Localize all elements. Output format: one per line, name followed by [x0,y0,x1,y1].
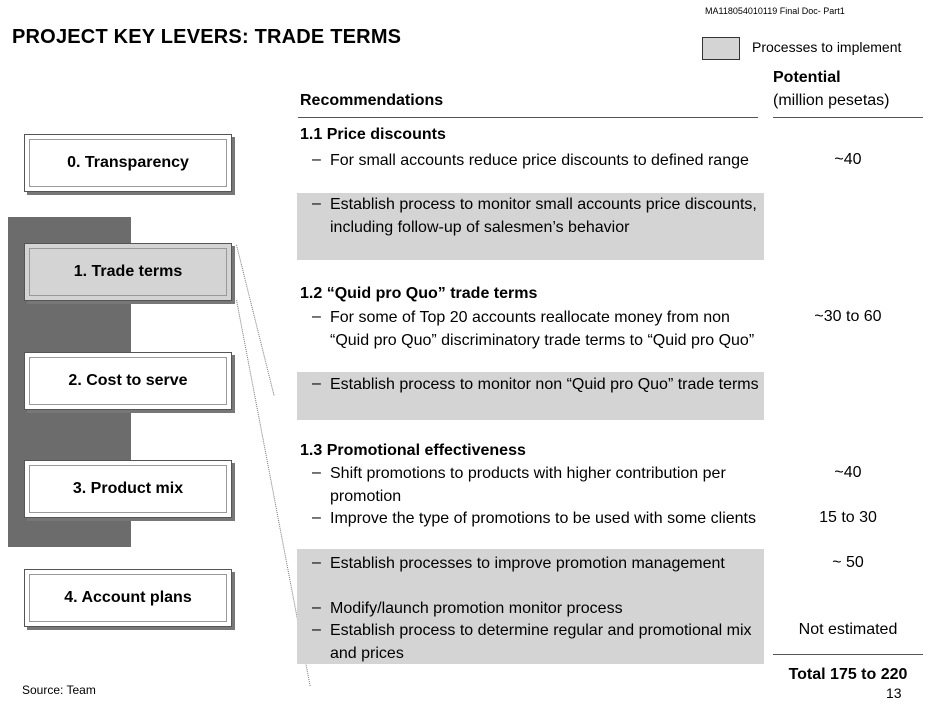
list-item-dash: – [312,554,321,571]
list-item: For small accounts reduce price discounts to defined range [330,152,749,169]
list-item-dash: – [312,375,321,392]
list-item-dash: – [312,509,321,526]
potential-unit: (million pesetas) [773,92,890,109]
total-rule [773,654,923,655]
potential-header: Potential [773,69,841,86]
potential-value: ~40 [834,151,862,168]
legend-swatch [702,37,740,60]
list-item-dash: – [312,599,321,616]
potential-value: Not estimated [798,621,898,638]
lever-product-mix[interactable] [24,460,232,518]
lever-label: 3. Product mix [72,480,184,497]
list-item-dash: – [312,195,321,212]
list-item: Modify/launch promotion monitor process [330,600,623,617]
section-title-promotional-effectiveness: 1.3 Promotional effectiveness [300,442,526,459]
potential-value: ~ 50 [832,554,864,571]
lever-label: 1. Trade terms [73,263,183,280]
legend-label: Processes to implement [752,39,902,55]
list-item-dash: – [312,151,321,168]
list-item: For some of Top 20 accounts reallocate money from non “Quid pro Quo” discriminatory trade terms to “Quid pro Quo” [330,309,755,349]
list-item-dash: – [312,464,321,481]
list-item: Shift promotions to products with higher contribution per promotion [330,465,726,505]
document-id: MA118054010119 Final Doc- Part1 [705,6,845,16]
list-item-dash: – [312,621,321,638]
potential-value: ~30 to 60 [814,308,882,325]
list-item: Improve the type of promotions to be used with some clients [330,510,756,527]
lever-trade-terms[interactable] [24,243,232,301]
potential-rule [773,117,923,118]
list-item: Establish process to monitor small accounts price discounts, including follow-up of salesmen’s behavior [330,196,757,236]
potential-value: ~40 [834,464,862,481]
lever-label: 2. Cost to serve [68,372,188,389]
total-potential: Total 175 to 220 [788,666,908,683]
list-item: Establish processes to improve promotion management [330,555,725,572]
list-item: Establish process to monitor non “Quid pro Quo” trade terms [330,376,759,393]
recommendations-header: Recommendations [300,92,444,109]
source-note: Source: Team [22,683,96,697]
section-title-price-discounts: 1.1 Price discounts [300,126,446,143]
list-item-dash: – [312,308,321,325]
lever-label: 4. Account plans [64,589,192,606]
lever-cost-to-serve[interactable] [24,352,232,410]
page-number: 13 [886,685,902,701]
lever-label: 0. Transparency [67,154,189,171]
recommendations-rule [298,117,758,118]
page-title: PROJECT KEY LEVERS: TRADE TERMS [12,26,402,48]
lever-account-plans[interactable] [24,569,232,627]
section-title-quid-pro-quo: 1.2 “Quid pro Quo” trade terms [300,285,538,302]
potential-value: 15 to 30 [819,509,877,526]
lever-transparency[interactable] [24,134,232,192]
list-item: Establish process to determine regular and promotional mix and prices [330,622,752,662]
